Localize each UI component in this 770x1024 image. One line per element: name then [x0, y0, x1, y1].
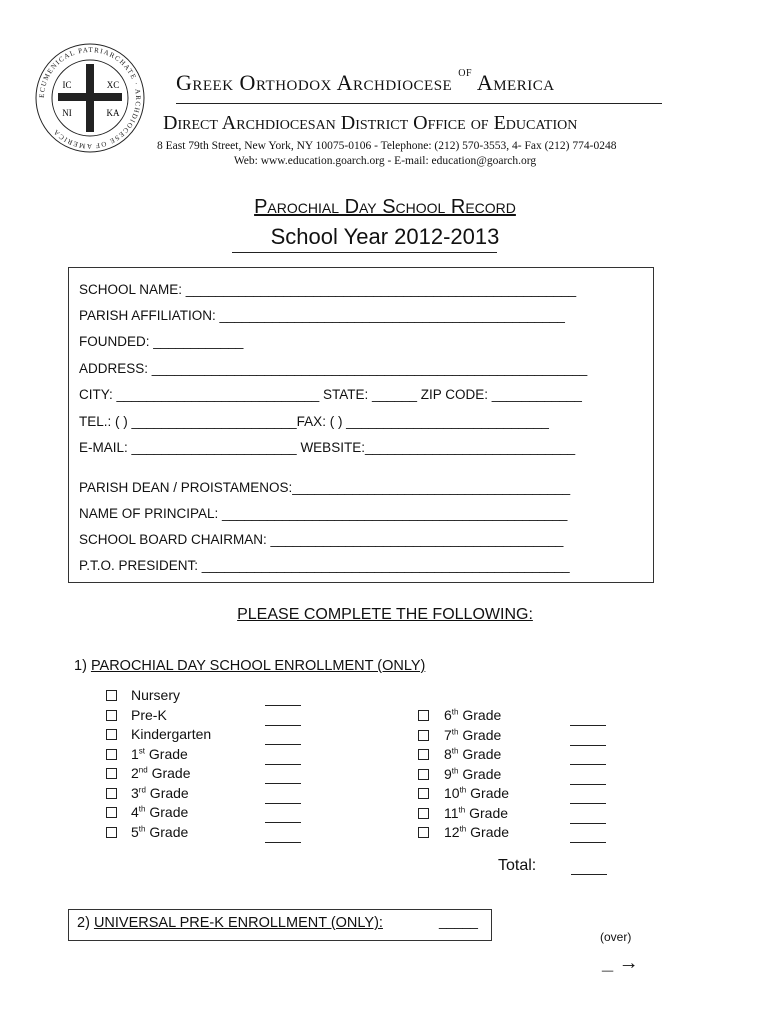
grade-checkbox[interactable] [106, 788, 117, 799]
grade-label: Pre-K [131, 706, 167, 723]
org-of: OF [458, 68, 473, 79]
enrollment-title: PAROCHIAL DAY SCHOOL ENROLLMENT (ONLY) [90, 658, 426, 674]
grade-count-blank[interactable] [570, 803, 606, 804]
grade-label: 2nd Grade [131, 765, 191, 781]
grade-label: 6th Grade [444, 707, 502, 723]
grade-count-blank[interactable] [570, 842, 606, 843]
grade-count-blank[interactable] [570, 725, 606, 726]
upk-title [77, 915, 383, 931]
svg-text:NI: NI [62, 108, 72, 118]
grade-checkbox[interactable] [418, 749, 429, 760]
svg-text:KA: KA [106, 108, 120, 118]
grade-label: 3rd Grade [131, 784, 189, 801]
grade-count-blank[interactable] [570, 745, 606, 746]
grade-count-blank[interactable] [570, 784, 606, 785]
grade-count-blank[interactable] [265, 725, 301, 726]
grade-checkbox[interactable] [106, 768, 117, 779]
grade-label: 8th Grade [444, 746, 502, 762]
upk-number: 2) [77, 915, 90, 931]
org-name: Greek Orthodox Archdiocese [176, 70, 453, 95]
grade-checkbox[interactable] [106, 690, 117, 701]
grade-label: 7th Grade [444, 726, 502, 743]
upk-title-text: UNIVERSAL PRE-K ENROLLMENT (ONLY): [93, 915, 383, 931]
total-blank[interactable] [571, 874, 607, 875]
grade-label: 4th Grade [131, 804, 189, 820]
over-note: (over) [600, 930, 632, 944]
grade-label: Kindergarten [131, 726, 212, 742]
grade-checkbox[interactable] [106, 827, 117, 838]
complete-following-heading: PLEASE COMPLETE THE FOLLOWING: [237, 606, 533, 623]
school-name-field[interactable]: SCHOOL NAME: ____________________________________________________ [79, 282, 577, 297]
grade-count-blank[interactable] [265, 764, 301, 765]
email-website-field[interactable]: E-MAIL: ______________________ WEBSITE:____________________________ [79, 440, 576, 455]
grade-count-blank[interactable] [570, 823, 606, 824]
grade-count-blank[interactable] [570, 764, 606, 765]
header-divider [176, 103, 662, 104]
grade-checkbox[interactable] [418, 827, 429, 838]
grade-label: 9th Grade [444, 765, 502, 782]
board-chairman-field[interactable]: SCHOOL BOARD CHAIRMAN: _______________________________________ [79, 532, 564, 547]
grade-count-blank[interactable] [265, 822, 301, 823]
grade-count-blank[interactable] [265, 842, 301, 843]
school-year: School Year 2012-2013 [270, 224, 500, 249]
grade-checkbox[interactable] [418, 769, 429, 780]
svg-text:XC: XC [106, 80, 120, 90]
grade-checkbox[interactable] [106, 807, 117, 818]
grade-count-blank[interactable] [265, 705, 301, 706]
grade-checkbox[interactable] [418, 788, 429, 799]
grade-label: 1st Grade [131, 745, 188, 762]
universal-prek-box [68, 909, 492, 941]
office-name: Direct Archdiocesan District Office of Education [163, 112, 578, 134]
document-title: Parochial Day School Record [254, 196, 516, 218]
svg-text:IC: IC [62, 80, 72, 90]
grade-count-blank[interactable] [265, 803, 301, 804]
next-page-arrow-icon: _ → [602, 952, 639, 974]
grade-label: 12th Grade [444, 824, 510, 840]
grade-checkbox[interactable] [418, 710, 429, 721]
org-country: America [476, 70, 555, 95]
org-title [176, 70, 555, 96]
parish-affiliation-field[interactable]: PARISH AFFILIATION: ______________________________________________ [79, 308, 565, 323]
grade-count-blank[interactable] [265, 744, 301, 745]
enrollment-number: 1) [74, 658, 87, 674]
tel-fax-field[interactable]: TEL.: ( ) ______________________FAX: ( ) ___________________________ [79, 414, 549, 429]
city-state-zip-field[interactable]: CITY: ___________________________ STATE: ______ ZIP CODE: ____________ [79, 387, 582, 402]
office-web: Web: www.education.goarch.org - E-mail: education@goarch.org [233, 155, 537, 167]
grade-label: 5th Grade [131, 823, 189, 840]
grade-checkbox[interactable] [106, 749, 117, 760]
total-label: Total: [498, 857, 537, 874]
grade-label: Nursery [131, 687, 181, 703]
pto-president-field[interactable]: P.T.O. PRESIDENT: _________________________________________________ [79, 558, 570, 573]
title-underline [232, 252, 497, 253]
principal-field[interactable]: NAME OF PRINCIPAL: ______________________________________________ [79, 506, 568, 521]
grade-checkbox[interactable] [106, 710, 117, 721]
grade-checkbox[interactable] [106, 729, 117, 740]
grade-checkbox[interactable] [418, 730, 429, 741]
archdiocese-seal-logo [34, 42, 146, 154]
upk-blank[interactable]: _____ [439, 913, 478, 929]
svg-text:ECUMENICAL PATRIARCHATE · ARCH: ECUMENICAL PATRIARCHATE · ARCHDIOCESE OF AMERICA [37, 45, 143, 151]
grade-label: 10th Grade [444, 785, 510, 801]
founded-field[interactable]: FOUNDED: ____________ [79, 334, 244, 349]
grade-label: 11th Grade [444, 804, 509, 821]
grade-checkbox[interactable] [418, 808, 429, 819]
office-address: 8 East 79th Street, New York, NY 10075-0106 - Telephone: (212) 570-3553, 4- Fax (212) 774-0248 [157, 140, 617, 152]
address-field[interactable]: ADDRESS: __________________________________________________________ [79, 361, 588, 376]
enrollment-section-title [74, 658, 425, 674]
grade-count-blank[interactable] [265, 783, 301, 784]
parish-dean-field[interactable]: PARISH DEAN / PROISTAMENOS:_____________________________________ [79, 480, 571, 495]
school-info-box [68, 267, 654, 583]
